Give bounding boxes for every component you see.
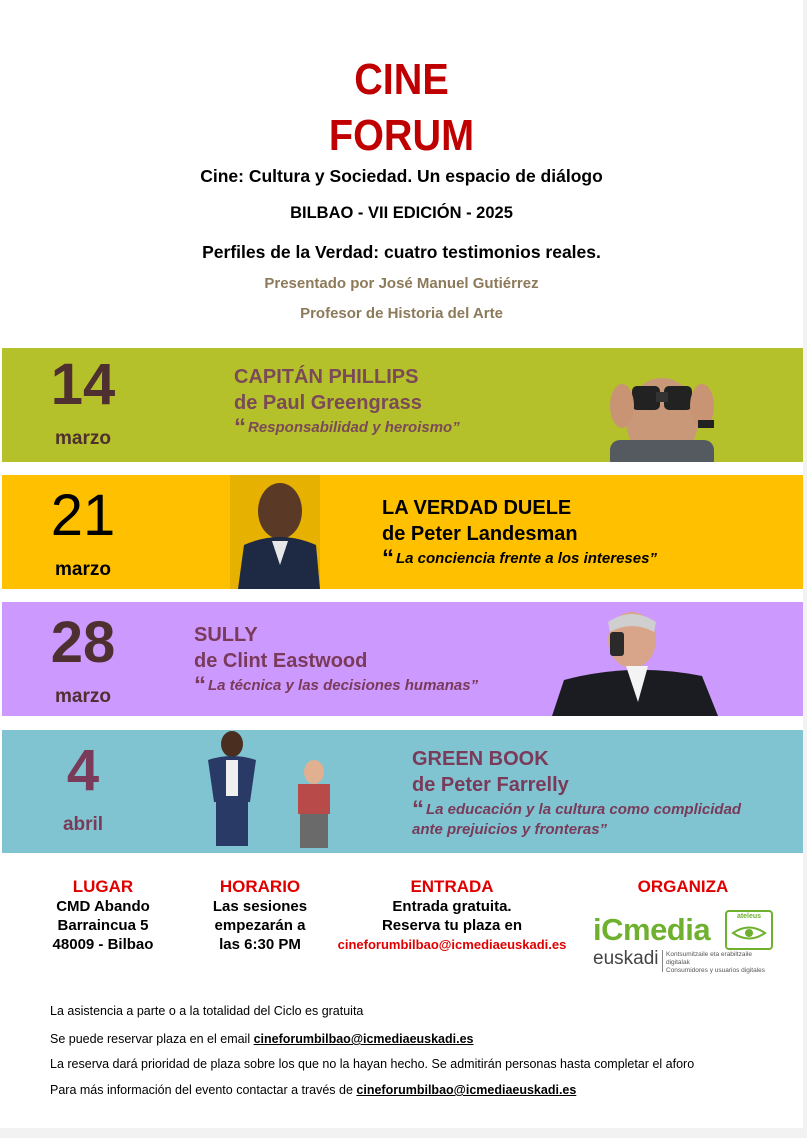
session-month: marzo: [55, 559, 111, 580]
footer-line-1: La asistencia a parte o a la totalidad del Ciclo es gratuita: [50, 1004, 364, 1018]
film-director: de Clint Eastwood: [194, 650, 368, 672]
footer-line-3: La reserva dará prioridad de plaza sobre los que no la hayan hecho. Se admitirán personas hasta completar el aforo: [50, 1057, 695, 1071]
footer-line-2: Se puede reservar plaza en el email cineforumbilbao@icmediaeuskadi.es: [50, 1032, 474, 1046]
presenter-role: Profesor de Historia del Arte: [300, 305, 503, 322]
info-horario: [198, 876, 322, 954]
actor-photo: [230, 475, 320, 589]
logo-badge: ateleus: [725, 910, 773, 950]
session-month: abril: [62, 814, 104, 835]
logo-tagline: Kontsumitzaile eta erabiltzaile digitalak Consumidores y usuarios digitales: [666, 951, 765, 974]
session-month: marzo: [55, 428, 111, 449]
film-quote: “ La conciencia frente a los intereses”: [382, 545, 657, 572]
eye-icon: [727, 920, 771, 944]
session-date: [42, 610, 124, 707]
session-band-1: [2, 348, 803, 462]
session-month: marzo: [55, 686, 111, 707]
pilot-phone-photo: [552, 606, 722, 716]
info-organiza: [600, 876, 766, 897]
title-forum: FORUM: [328, 111, 475, 160]
presenter: Presentado por José Manuel Gutiérrez: [264, 275, 539, 292]
session-day: 28: [50, 610, 116, 675]
film-quote: “ Responsabilidad y heroismo”: [234, 414, 460, 441]
footer-email-link[interactable]: cineforumbilbao@icmediaeuskadi.es: [356, 1083, 577, 1097]
session-film: [194, 622, 479, 699]
lugar-line: Barraincua 5: [57, 917, 149, 934]
icmedia-logo: [593, 910, 773, 976]
film-director: de Peter Landesman: [382, 523, 578, 545]
horario-line: empezarán a: [214, 917, 306, 934]
session-date: [42, 738, 124, 835]
entrada-line: Reserva tu plaza en: [381, 917, 523, 934]
footer-line-4: Para más información del evento contactar a través de cineforumbilbao@icmediaeuskadi.es: [50, 1083, 577, 1097]
film-director: de Paul Greengrass: [234, 392, 422, 414]
entrada-email-link[interactable]: cineforumbilbao@icmediaeuskadi.es: [337, 937, 567, 952]
lugar-line: CMD Abando: [56, 898, 150, 915]
logo-brand: iCmedia: [593, 912, 711, 947]
film-title: LA VERDAD DUELE: [382, 497, 572, 519]
subtitle: Cine: Cultura y Sociedad. Un espacio de diálogo: [200, 166, 603, 186]
session-day: 14: [50, 352, 116, 417]
session-date: [42, 483, 124, 580]
title-cine: CINE: [354, 55, 449, 104]
session-film: [382, 495, 657, 572]
theme: Perfiles de la Verdad: cuatro testimonios reales.: [202, 242, 601, 262]
session-band-3: [2, 602, 803, 716]
info-lugar: [42, 876, 164, 954]
session-day: 4: [66, 738, 100, 803]
session-date: [42, 352, 124, 449]
film-director: de Peter Farrelly: [412, 774, 569, 796]
edition: BILBAO - VII EDICIÓN - 2025: [290, 204, 513, 222]
horario-heading: HORARIO: [219, 877, 301, 896]
session-film: [412, 746, 741, 840]
footer-email-link[interactable]: cineforumbilbao@icmediaeuskadi.es: [253, 1032, 474, 1046]
session-day: 21: [50, 483, 116, 548]
session-film: [234, 364, 460, 441]
horario-line: las 6:30 PM: [219, 936, 301, 953]
horario-line: Las sesiones: [212, 898, 308, 915]
actors-photo: [192, 730, 372, 853]
film-title: GREEN BOOK: [412, 748, 549, 770]
lugar-line: 48009 - Bilbao: [52, 936, 154, 953]
info-entrada: [330, 876, 574, 954]
session-band-2: [2, 475, 803, 589]
logo-region: euskadi: [593, 948, 659, 969]
organiza-heading: ORGANIZA: [637, 877, 729, 896]
lugar-heading: LUGAR: [72, 877, 134, 896]
binoculars-man-photo: [592, 360, 732, 462]
logo-divider: [662, 950, 663, 972]
film-title: SULLY: [194, 624, 258, 646]
entrada-heading: ENTRADA: [410, 877, 494, 896]
film-quote: “ La educación y la cultura como complicidad ante prejuicios y fronteras”: [412, 796, 742, 838]
session-band-4: [2, 730, 803, 853]
entrada-line: Entrada gratuita.: [392, 898, 512, 915]
film-title: CAPITÁN PHILLIPS: [234, 366, 419, 388]
film-quote: “ La técnica y las decisiones humanas”: [194, 672, 479, 699]
